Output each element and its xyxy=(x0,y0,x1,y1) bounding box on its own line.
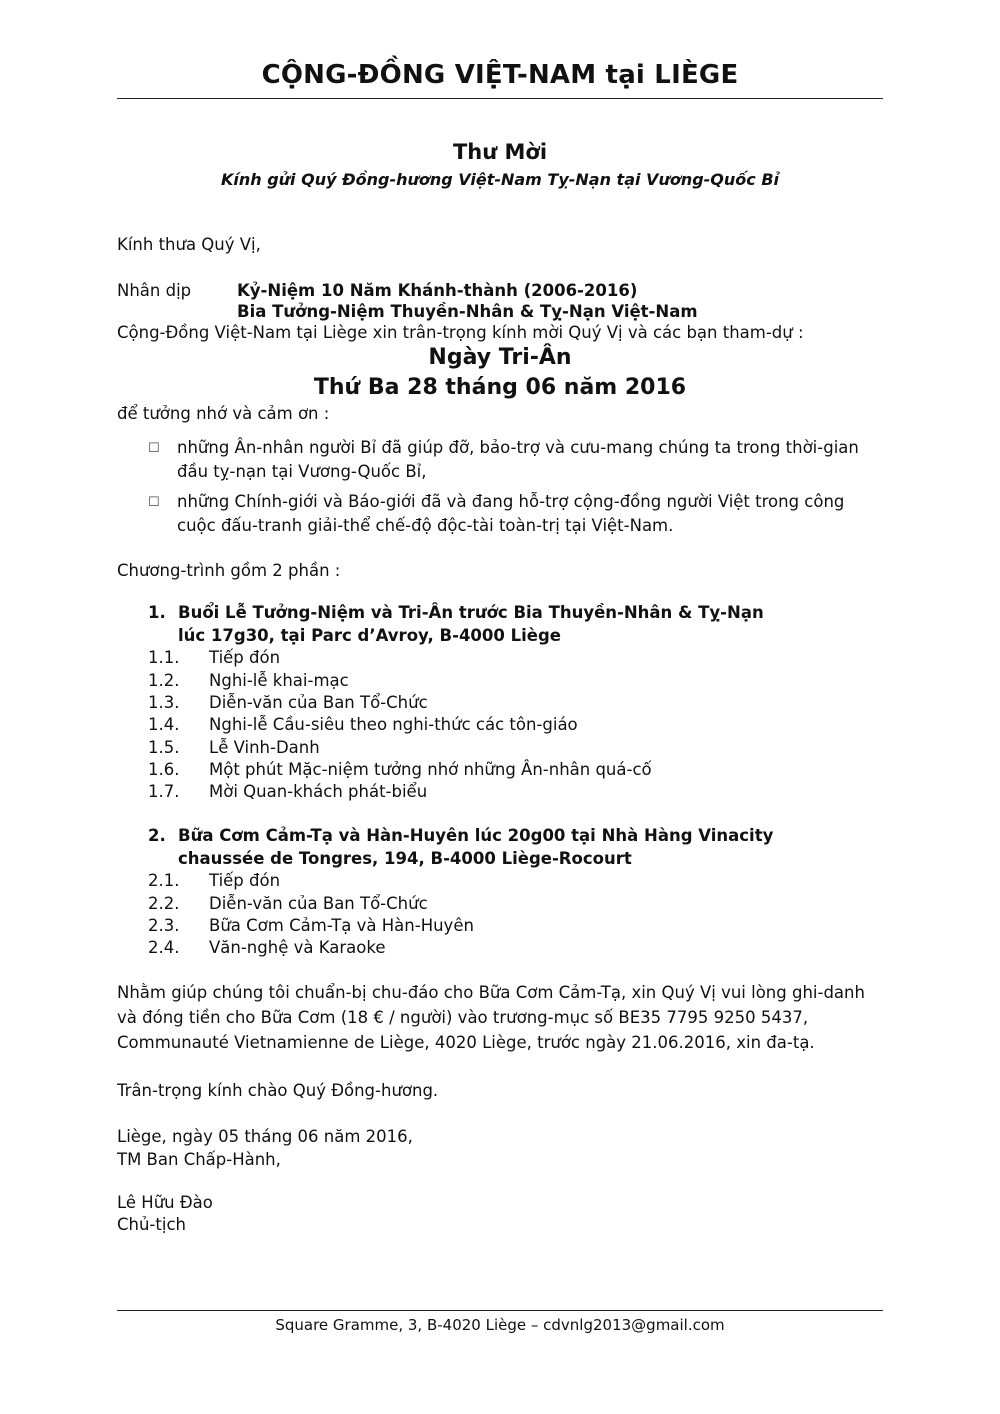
item-number: 2.4. xyxy=(148,938,180,957)
purpose-line: đầu tỵ-nạn tại Vương-Quốc Bỉ, xyxy=(177,462,427,481)
program-item: Nghi-lễ khai-mạc xyxy=(209,671,349,690)
part-1-title-line-2: lúc 17g30, tại Parc d’Avroy, B-4000 Liège xyxy=(178,626,561,645)
item-number: 1.3. xyxy=(148,693,180,712)
place-date: Liège, ngày 05 tháng 06 năm 2016, xyxy=(117,1127,413,1146)
footer-address: Square Gramme, 3, B-4020 Liège – cdvnlg2013@gmail.com xyxy=(275,1316,725,1334)
item-number: 1.4. xyxy=(148,715,180,734)
closing-greeting: Trân-trọng kính chào Quý Đồng-hương. xyxy=(117,1081,439,1100)
purpose-line: cuộc đấu-tranh giải-thể chế-độ độc-tài toàn-trị tại Việt-Nam. xyxy=(177,516,674,535)
salutation: Kính thưa Quý Vị, xyxy=(117,235,261,254)
organization-title: CỘNG-ĐỒNG VIỆT-NAM tại LIÈGE xyxy=(261,60,739,90)
item-number: 2.2. xyxy=(148,894,180,913)
part-2-number: 2. xyxy=(148,826,166,845)
signer-name: Lê Hữu Đào xyxy=(117,1193,213,1212)
occasion-label: Nhân dịp xyxy=(117,281,192,300)
header-divider xyxy=(117,98,883,99)
square-bullet-icon: ☐ xyxy=(148,441,160,456)
letter-title: Thư Mời xyxy=(452,140,548,164)
program-item: Mời Quan-khách phát-biểu xyxy=(209,782,428,801)
item-number: 2.1. xyxy=(148,871,180,890)
letter-subtitle: Kính gửi Quý Đồng-hương Việt-Nam Tỵ-Nạn tại Vương-Quốc Bỉ xyxy=(220,170,780,189)
program-item: Một phút Mặc-niệm tưởng nhớ những Ân-nhân quá-cố xyxy=(209,760,652,779)
item-number: 1.1. xyxy=(148,648,180,667)
occasion-line-2: Bia Tưởng-Niệm Thuyền-Nhân & Tỵ-Nạn Việt-Nam xyxy=(237,302,698,321)
program-item: Lễ Vinh-Danh xyxy=(209,738,320,757)
program-item: Văn-nghệ và Karaoke xyxy=(209,938,386,957)
part-1-title-line-1: Buổi Lễ Tưởng-Niệm và Tri-Ân trước Bia Thuyền-Nhân & Tỵ-Nạn xyxy=(178,603,764,622)
signer-title: Chủ-tịch xyxy=(117,1215,186,1234)
occasion-line-1: Kỷ-Niệm 10 Năm Khánh-thành (2006-2016) xyxy=(237,281,638,300)
on-behalf-line: TM Ban Chấp-Hành, xyxy=(117,1150,281,1169)
footer-divider xyxy=(117,1310,883,1311)
item-number: 2.3. xyxy=(148,916,180,935)
program-item: Diễn-văn của Ban Tổ-Chức xyxy=(209,693,428,712)
registration-line-3: Communauté Vietnamienne de Liège, 4020 Liège, trước ngày 21.06.2016, xin đa-tạ. xyxy=(117,1033,815,1052)
event-date: Thứ Ba 28 tháng 06 năm 2016 xyxy=(313,375,687,400)
event-name: Ngày Tri-Ân xyxy=(428,345,572,370)
program-item: Bữa Cơm Cảm-Tạ và Hàn-Huyên xyxy=(209,916,474,935)
program-intro: Chương-trình gồm 2 phần : xyxy=(117,561,341,580)
part-2-title-line-2: chaussée de Tongres, 194, B-4000 Liège-Rocourt xyxy=(178,849,632,868)
program-item: Tiếp đón xyxy=(209,648,281,667)
invitation-line: Cộng-Đồng Việt-Nam tại Liège xin trân-trọng kính mời Quý Vị và các bạn tham-dự : xyxy=(117,323,804,342)
item-number: 1.5. xyxy=(148,738,180,757)
part-2-title-line-1: Bữa Cơm Cảm-Tạ và Hàn-Huyên lúc 20g00 tại Nhà Hàng Vinacity xyxy=(178,826,774,845)
purpose-line: những Ân-nhân người Bỉ đã giúp đỡ, bảo-trợ và cưu-mang chúng ta trong thời-gian xyxy=(177,438,859,457)
part-1-number: 1. xyxy=(148,603,166,622)
item-number: 1.7. xyxy=(148,782,180,801)
program-item: Tiếp đón xyxy=(209,871,281,890)
purpose-item xyxy=(177,436,877,484)
program-item: Nghi-lễ Cầu-siêu theo nghi-thức các tôn-giáo xyxy=(209,715,578,734)
program-item: Diễn-văn của Ban Tổ-Chức xyxy=(209,894,428,913)
item-number: 1.6. xyxy=(148,760,180,779)
item-number: 1.2. xyxy=(148,671,180,690)
registration-line-1: Nhằm giúp chúng tôi chuẩn-bị chu-đáo cho Bữa Cơm Cảm-Tạ, xin Quý Vị vui lòng ghi-danh xyxy=(117,983,865,1002)
purpose-intro: để tưởng nhớ và cảm ơn : xyxy=(117,404,330,423)
purpose-line: những Chính-giới và Báo-giới đã và đang hỗ-trợ cộng-đồng người Việt trong công xyxy=(177,492,845,511)
registration-line-2: và đóng tiền cho Bữa Cơm (18 € / người) vào trương-mục số BE35 7795 9250 5437, xyxy=(117,1008,809,1027)
square-bullet-icon: ☐ xyxy=(148,495,160,510)
purpose-item xyxy=(177,490,877,538)
